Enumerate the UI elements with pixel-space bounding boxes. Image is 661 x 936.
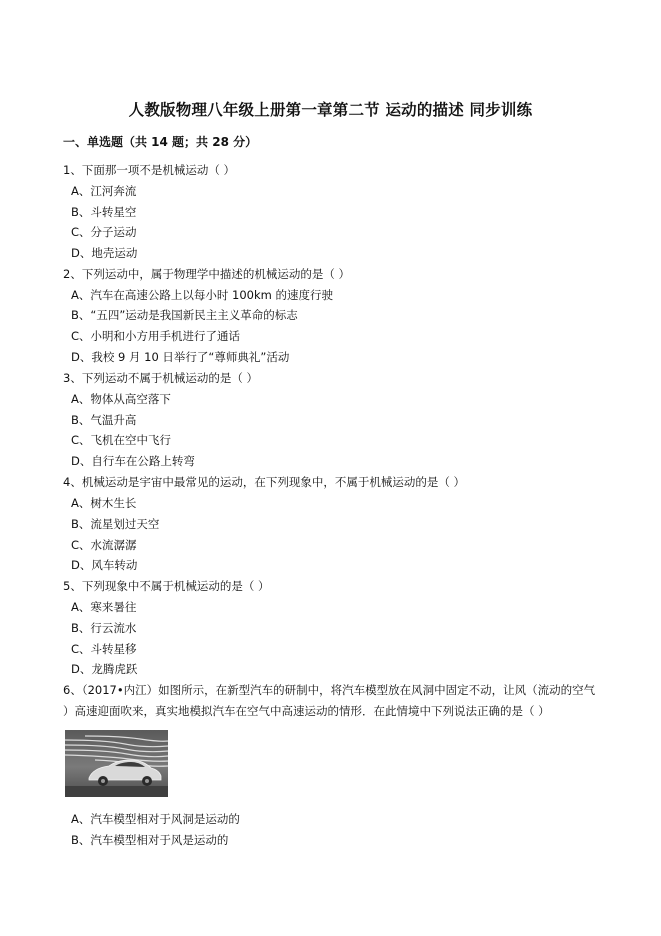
question-3-option-d: D、自行车在公路上转弯: [71, 454, 195, 468]
question-1-option-b: B、斗转星空: [71, 205, 137, 219]
question-4-option-c: C、水流潺潺: [71, 538, 137, 552]
question-3-option-b: B、气温升高: [71, 413, 137, 427]
question-3-option-c: C、飞机在空中飞行: [71, 433, 172, 447]
question-6-stem-line-2: ）高速迎面吹来，真实地模拟汽车在空气中高速运动的情形．在此情境中下列说法正确的是（ ）: [63, 704, 550, 718]
question-5-option-b: B、行云流水: [71, 621, 137, 635]
question-4-option-a: A、树木生长: [71, 496, 137, 510]
question-4-option-b: B、流星划过天空: [71, 517, 160, 531]
question-6-stem-line-1: 6、（2017•内江）如图所示，在新型汽车的研制中，将汽车模型放在风洞中固定不动，让风（流动的空气: [63, 683, 596, 697]
section-heading: 一、单选题（共 14 题；共 28 分）: [63, 135, 258, 149]
document-title: 人教版物理八年级上册第一章第二节 运动的描述 同步训练: [128, 101, 533, 119]
question-6-option-b: B、汽车模型相对于风是运动的: [71, 833, 229, 847]
question-2-option-c: C、小明和小方用手机进行了通话: [71, 329, 241, 343]
question-2-stem: 2、下列运动中，属于物理学中描述的机械运动的是（ ）: [63, 267, 350, 281]
question-5-option-a: A、寒来暑往: [71, 600, 137, 614]
question-5-option-c: C、斗转星移: [71, 642, 137, 656]
question-4-option-d: D、风车转动: [71, 558, 138, 572]
question-1-option-d: D、地壳运动: [71, 246, 138, 260]
question-5-option-d: D、龙腾虎跃: [71, 662, 138, 676]
question-3-option-a: A、物体从高空落下: [71, 392, 171, 406]
question-4-stem: 4、机械运动是宇宙中最常见的运动，在下列现象中，不属于机械运动的是（ ）: [63, 475, 465, 489]
question-2-option-b: B、“五四”运动是我国新民主主义革命的标志: [71, 308, 298, 322]
question-1-option-c: C、分子运动: [71, 225, 137, 239]
question-1-stem: 1、下面那一项不是机械运动（ ）: [63, 163, 235, 177]
question-3-stem: 3、下列运动不属于机械运动的是（ ）: [63, 371, 258, 385]
question-5-stem: 5、下列现象中不属于机械运动的是（ ）: [63, 579, 270, 593]
question-1-option-a: A、江河奔流: [71, 184, 137, 198]
question-2-option-d: D、我校 9 月 10 日举行了“尊师典礼”活动: [71, 350, 290, 364]
question-2-option-a: A、汽车在高速公路上以每小时 100km 的速度行驶: [71, 288, 333, 302]
wind-tunnel-car-photo: [65, 730, 168, 797]
question-6-option-a: A、汽车模型相对于风洞是运动的: [71, 812, 240, 826]
